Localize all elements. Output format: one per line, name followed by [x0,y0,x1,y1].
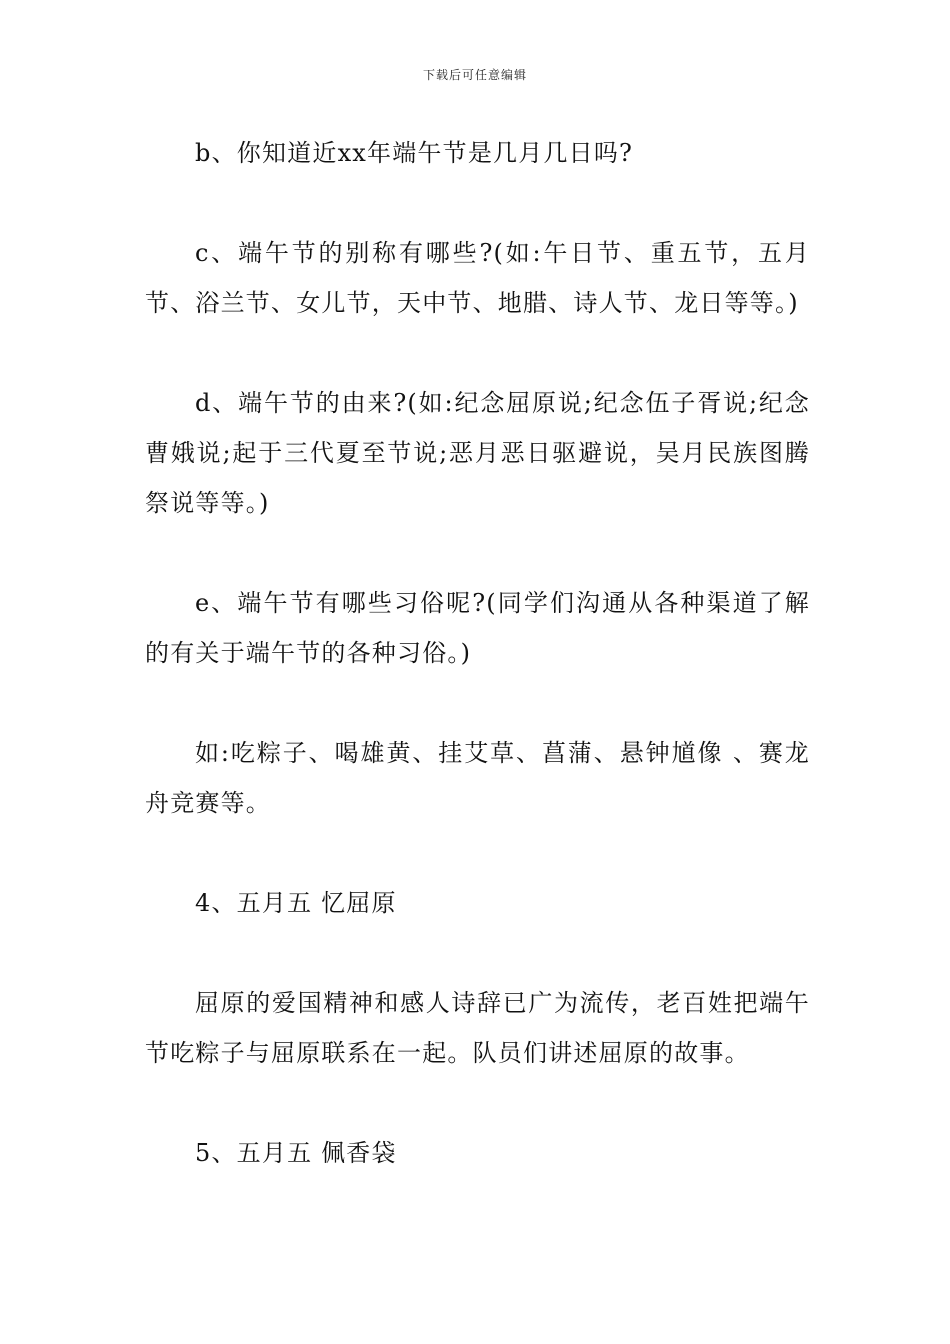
section-4-body: 屈原的爱国精神和感人诗辞已广为流传，老百姓把端午节吃粽子与屈原联系在一起。队员们讲述屈原的故事。 [145,989,810,1067]
question-c: c、端午节的别称有哪些?(如:午日节、重五节，五月节、浴兰节、女儿节，天中节、地腊、诗人节、龙日等等。) [145,239,810,317]
customs-example: 如:吃粽子、喝雄黄、挂艾草、菖蒲、悬钟馗像 、赛龙舟竞赛等。 [145,739,810,817]
section-5-heading: 5、五月五 佩香袋 [195,1139,397,1167]
question-e: e、端午节有哪些习俗呢?(同学们沟通从各种渠道了解的有关于端午节的各种习俗。) [145,589,810,667]
document-body [145,128,810,1228]
question-d: d、端午节的由来?(如:纪念屈原说;纪念伍子胥说;纪念曹娥说;起于三代夏至节说;恶月恶日驱避说，吴月民族图腾祭说等等。) [145,389,810,517]
section-4-heading: 4、五月五 忆屈原 [195,889,397,917]
page-header: 下载后可任意编辑 [422,68,527,82]
question-b: b、你知道近xx年端午节是几月几日吗? [195,139,634,167]
